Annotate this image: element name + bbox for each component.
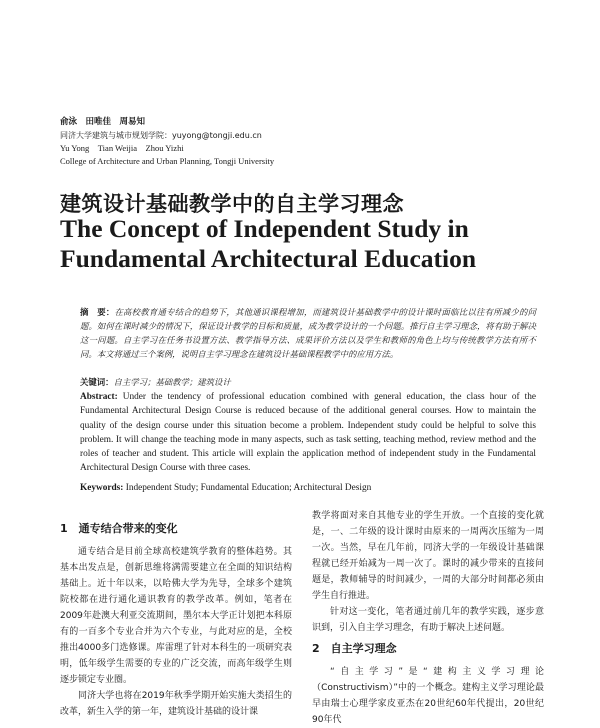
abstract-cn-label: 摘 要： (80, 307, 115, 317)
keywords-en (80, 481, 536, 495)
keywords-en-label: Keywords: (80, 483, 124, 493)
abstract-cn (80, 305, 536, 361)
author-names-cn: 俞泳 田唯佳 周易知 (60, 117, 146, 127)
keywords-cn (80, 375, 536, 389)
keywords-cn-label: 关键词： (80, 377, 114, 387)
abstract-cn-text: 在高校教育通专结合的趋势下，其他通识课程增加，而建筑设计基础教学中的设计课时面临比以往有所减少的问题。如何在课时减少的情况下，保证设计教学的目标和质量，成为教学设计的一个问题。推行自主学习理念，将有助于解决这一问题。自主学习在任务书设置方法、教学指导方法、成果评价方法以及学生和教师的角色上均与传统教学方法有所不同。本文将通过三个案例，说明自主学习理念在建筑设计基础课程教学中的应用方法。 (80, 307, 537, 359)
author-affiliation-cn: 同济大学建筑与城市规划学院：yuyong@tongji.edu.cn (60, 131, 262, 140)
section-1-paragraph-3: 教学将面对来自其他专业的学生开放。一个直接的变化就是，一、二年级的设计课时由原来的一周两次压缩为一周一次。当然，早在几年前，同济大学的一年级设计基础课程就已经开始减为一周一次了。课时的减少带来的直接问题是，教师辅导的时间减少，一周的大部分时间都必须由学生自行推进。 (312, 511, 544, 601)
section-1-paragraph-2: 同济大学也将在2019年秋季学期开始实施大类招生的改革，新生入学的第一年，建筑设计基础的设计课 (60, 691, 292, 717)
author-affiliation-en: College of Architecture and Urban Planning, Tongji University (60, 156, 275, 166)
keywords-cn-text: 自主学习；基础教学；建筑设计 (113, 377, 231, 387)
section-1-title: 1 通专结合带来的变化 (60, 522, 178, 535)
section-1-paragraph-4: 针对这一变化，笔者通过前几年的教学实践，逐步意识到，引入自主学习理念，有助于解决上述问题。 (312, 607, 544, 633)
title-cn: 建筑设计基础教学中的自主学习理念 (60, 192, 404, 216)
section-2-paragraph-1: “自主学习”是“建构主义学习理论（Constructivism）”中的一个概念。建构主义学习理论最早由瑞士心理学家皮亚杰在20世纪60年代提出，20世纪90年代 (312, 667, 544, 725)
title-en: The Concept of Independent Study in Fundamental Architectural Education (60, 214, 477, 273)
section-2-title: 2 自主学习理念 (312, 642, 397, 655)
keywords-en-text: Independent Study; Fundamental Education; Architectural Design (125, 483, 372, 493)
abstract-en (80, 390, 536, 476)
abstract-en-text: Under the tendency of professional education combined with general education, the class hour of the Fundamental Architectural Design Course is reduced because of the additional general courses. How to maintain the quality of the design course under this situation become a problem. Independent study could be helpful to solve this problem. It will change the teaching mode in many aspects, such as task setting, teaching method, review method and the roles of teacher and student. This article will explain the application method of independent study in the Fundamental Architectural Design Course with three cases. (80, 392, 537, 474)
section-1-paragraph-1: 通专结合是目前全球高校建筑学教育的整体趋势。其基本出发点是，创新思维将满需要建立在全面的知识结构基础上。近十年以来，以哈佛大学为先导，全球多个建筑院校都在进行通化通识教育的教学改革。例如，笔者在2009年赴澳大利亚交流期间，墨尔本大学正计划把本科原有的一百多个专业合并为六个专业，与此对应的是，全校推出4000多门选修课。库雷理了针对本科生的一项研究表明，低年级学生需要的专业的广泛交流，而高年级学生则逐步锁定专业圈。 (60, 547, 292, 685)
body-column-left (60, 516, 292, 720)
author-block (60, 116, 550, 168)
body-column-right (312, 508, 544, 728)
abstract-en-label: Abstract: (80, 392, 118, 402)
author-names-en: Yu Yong Tian Weijia Zhou Yizhi (60, 143, 184, 153)
